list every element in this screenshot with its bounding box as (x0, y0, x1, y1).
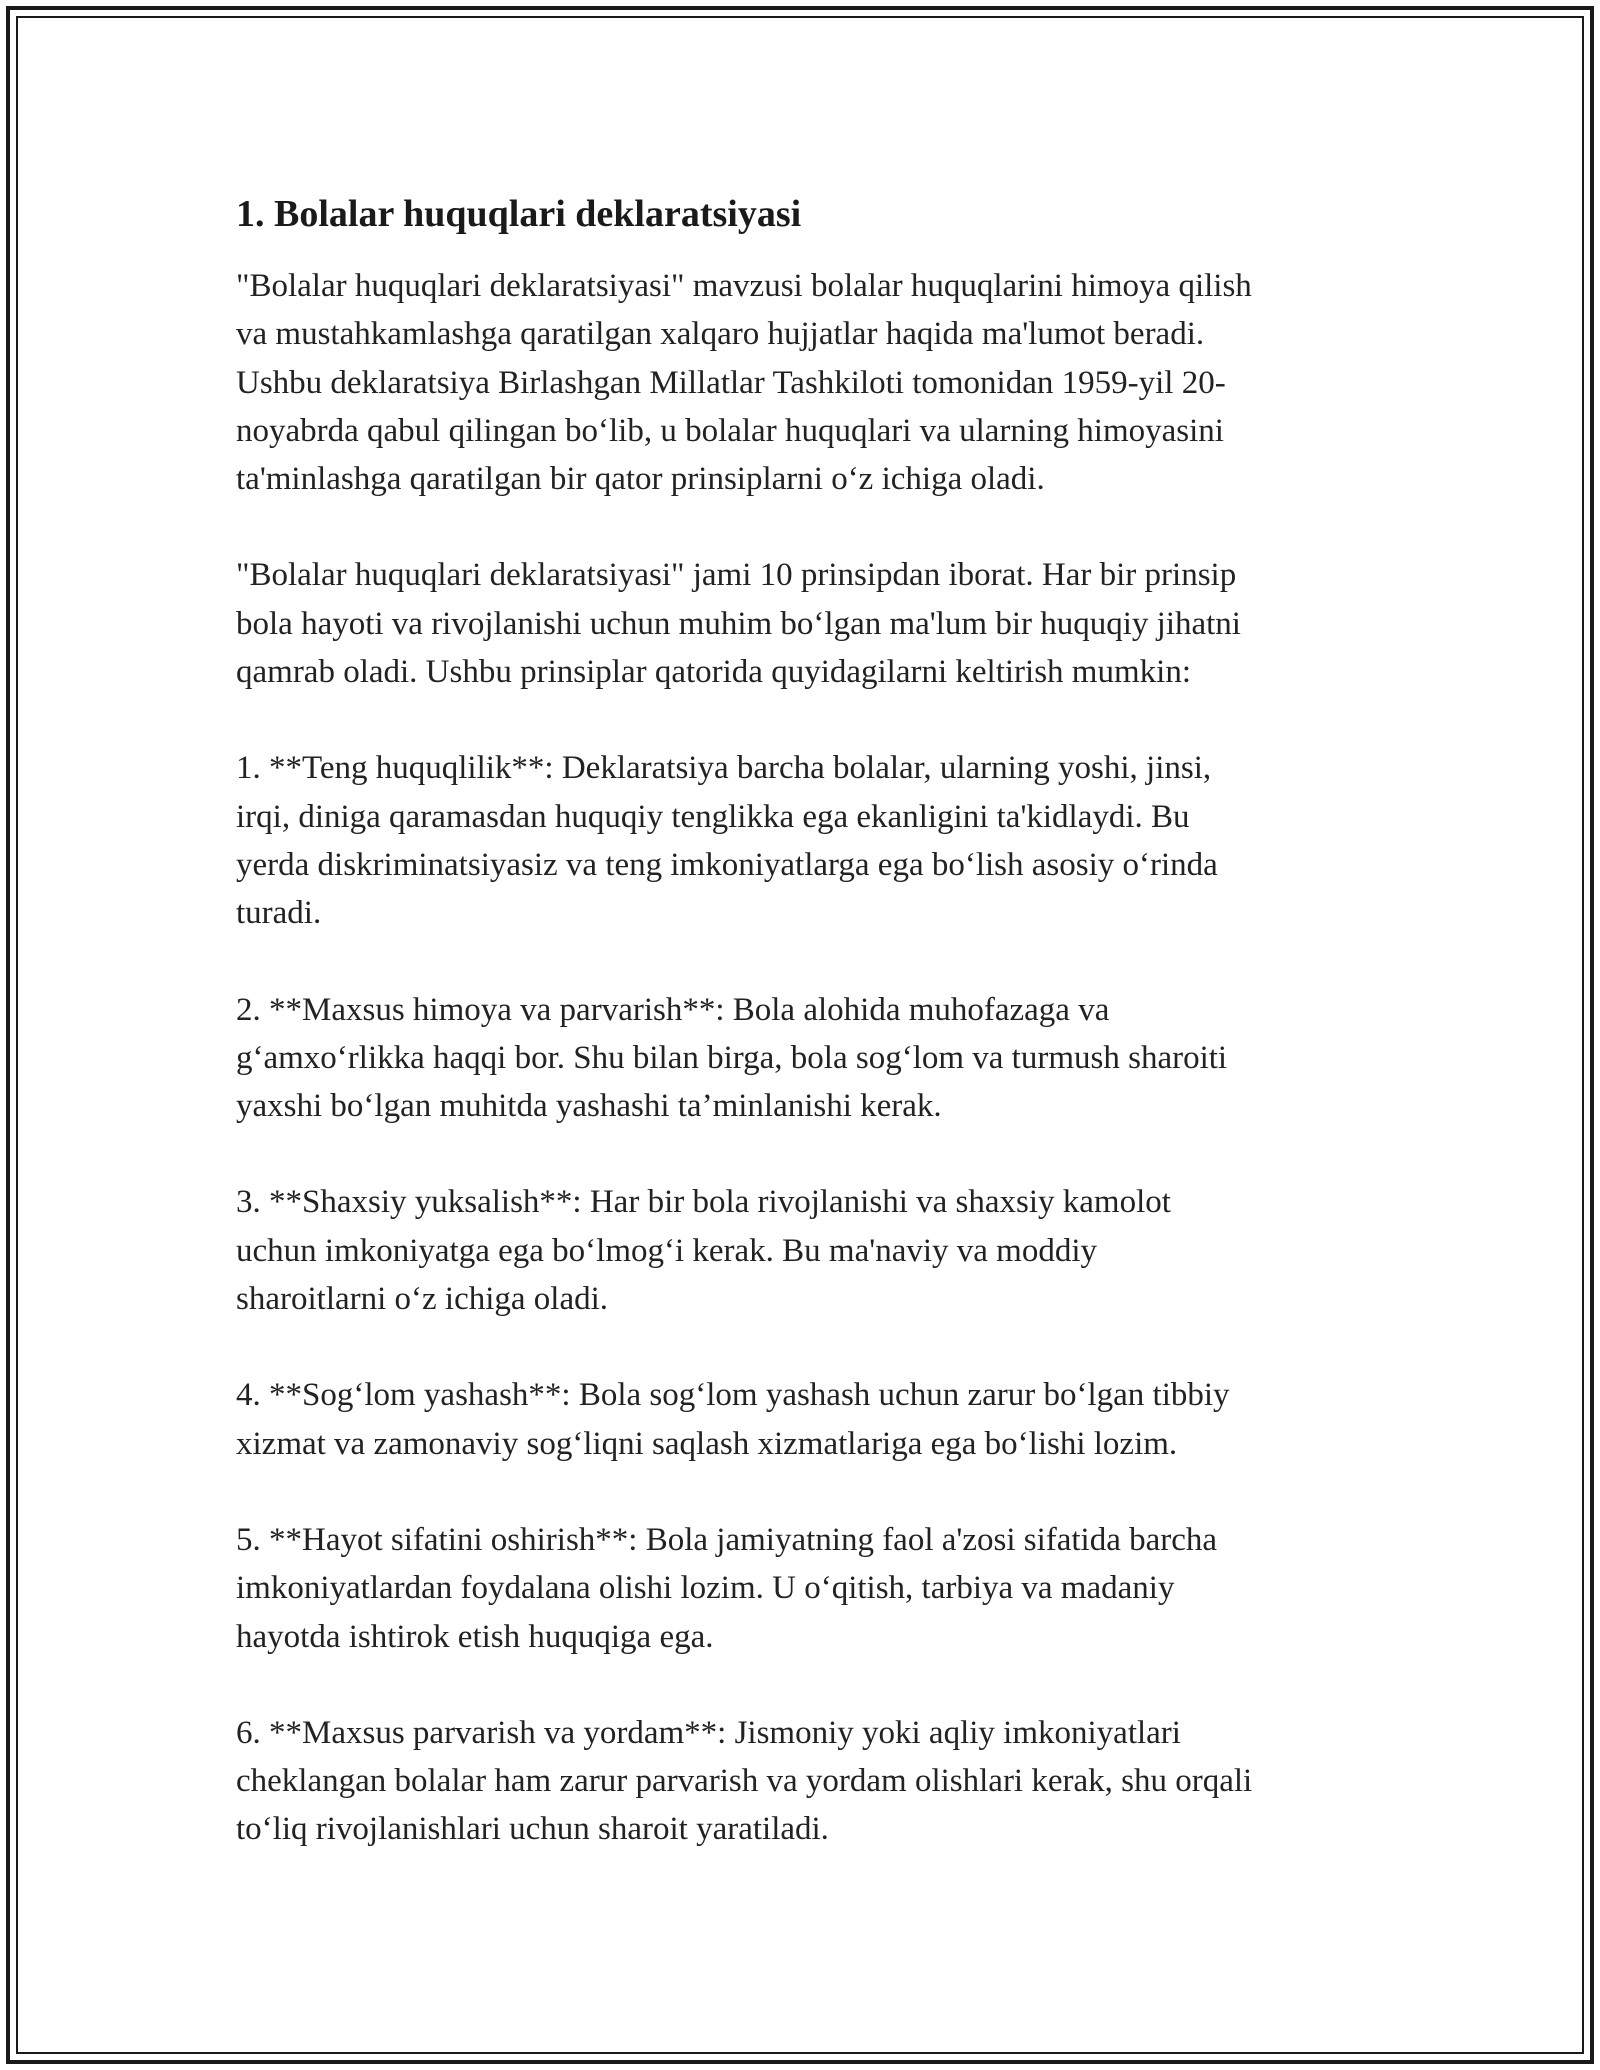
principle-2-paragraph: 2. **Maxsus himoya va parvarish**: Bola alohida muhofazaga va g‘amxo‘rlikka haqqi bor. Shu bilan birga, bola sog‘lom va turmush sharoiti yaxshi bo‘lgan muhitda yashashi ta’minlanishi kerak. (236, 991, 1228, 1125)
principle-5-paragraph: 5. **Hayot sifatini oshirish**: Bola jamiyatning faol a'zosi sifatida barcha imkoniyatlardan foydalana olishi lozim. U o‘qitish, tarbiya va madaniy hayotda ishtirok etish huquqiga ega. (236, 1521, 1218, 1655)
principle-1-paragraph: 1. **Teng huquqlilik**: Deklaratsiya barcha bolalar, ularning yoshi, jinsi, irqi, diniga qaramasdan huquqiy tenglikka ega ekanligini ta'kidlaydi. Bu yerda diskriminatsiyasiz va teng imkoniyatlarga ega bo‘lish asosiy o‘rinda turadi. (236, 750, 1218, 932)
document-body (236, 186, 1376, 1902)
principles-overview-paragraph: "Bolalar huquqlari deklaratsiyasi" jami 10 prinsipdan iborat. Har bir prinsip bola hayoti va rivojlanishi uchun muhim bo‘lgan ma'lum bir huquqiy jihatni qamrab oladi. Ushbu prinsiplar qatorida quyidagilarni keltirish mumkin: (236, 557, 1241, 691)
principle-6-paragraph: 6. **Maxsus parvarish va yordam**: Jismoniy yoki aqliy imkoniyatlari cheklangan bolalar ham zarur parvarish va yordam olishlari kerak, shu orqali to‘liq rivojlanishlari uchun sharoit yaratiladi. (236, 1714, 1253, 1848)
page-title: 1. Bolalar huquqlari deklaratsiyasi (236, 193, 802, 235)
principle-4-paragraph: 4. **Sog‘lom yashash**: Bola sog‘lom yashash uchun zarur bo‘lgan tibbiy xizmat va zamonaviy sog‘liqni saqlash xizmatlariga ega bo‘lishi lozim. (236, 1377, 1230, 1462)
intro-paragraph: "Bolalar huquqlari deklaratsiyasi" mavzusi bolalar huquqlarini himoya qilish va mustahkamlashga qaratilgan xalqaro hujjatlar haqida ma'lumot beradi. Ushbu deklaratsiya Birlashgan Millatlar Tashkiloti tomonidan 1959-yil 20- noyabrda qabul qilingan bo‘lib, u bolalar huquqlari va ularning himoyasini ta'minlashga qaratilgan bir qator prinsiplarni o‘z ichiga oladi. (236, 268, 1252, 498)
principle-3-paragraph: 3. **Shaxsiy yuksalish**: Har bir bola rivojlanishi va shaxsiy kamolot uchun imkoniyatga ega bo‘lmog‘i kerak. Bu ma'naviy va moddiy sharoitlarni o‘z ichiga oladi. (236, 1184, 1171, 1318)
